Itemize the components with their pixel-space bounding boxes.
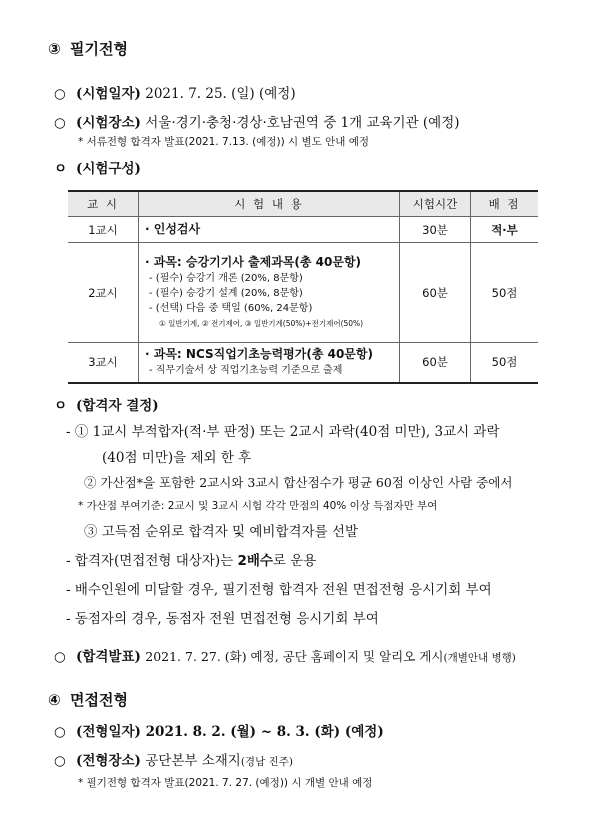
bullet-icon: ○ xyxy=(54,115,66,131)
decision-bullet-text: 로 운용 xyxy=(272,553,317,569)
exam-place-note: * 서류전형 합격자 발표(2021. 7.13. (예정)) 시 별도 안내 예정 xyxy=(78,136,370,148)
section-heading-written-exam xyxy=(48,38,128,59)
section-number: ③ xyxy=(48,40,61,58)
bullet-icon: ○ xyxy=(54,86,66,102)
section-title: 면접전형 xyxy=(70,691,128,709)
period-cell: 1교시 xyxy=(68,217,139,243)
announcement-line xyxy=(54,645,516,665)
content-cell: · 인성검사 xyxy=(139,217,400,243)
table-row xyxy=(68,343,538,383)
interview-place-label: (전형장소) xyxy=(76,753,141,769)
interview-date-line xyxy=(54,720,384,740)
bullet-icon: ㅇ xyxy=(54,161,68,177)
decision-bullet-3: - 동점자의 경우, 동점자 전원 면접전형 응시기회 부여 xyxy=(66,611,379,627)
multiplier-value: 2배수 xyxy=(237,553,273,569)
bullet-icon: ○ xyxy=(54,724,66,740)
interview-place-small: (경남 진주) xyxy=(240,756,293,768)
decision-criterion-3: ③ 고득점 순위로 합격자 및 예비합격자를 선발 xyxy=(84,524,358,540)
table-header-period: 교 시 xyxy=(68,191,139,217)
interview-place-value: 공단본부 소재지 xyxy=(145,753,241,769)
table-row xyxy=(68,217,538,243)
interview-date-value: 2021. 8. 2. (월) ~ 8. 3. (화) (예정) xyxy=(145,724,384,740)
content-cell xyxy=(139,343,400,383)
exam-place-label: (시험장소) xyxy=(76,115,141,131)
subject-item: - (필수) 승강기 개론 (20%, 8문항) xyxy=(149,273,303,284)
period-cell: 2교시 xyxy=(68,243,139,343)
pass-decision-heading xyxy=(54,394,159,414)
score-cell: 50점 xyxy=(471,343,539,383)
decision-criterion-1-cont: (40점 미만)을 제외 한 후 xyxy=(102,450,252,466)
section-heading-interview xyxy=(48,689,128,710)
period-cell: 3교시 xyxy=(68,343,139,383)
subject-item: - (선택) 다음 중 택일 (60%, 24문항) xyxy=(149,303,313,314)
decision-bullet-2: - 배수인원에 미달할 경우, 필기전형 합격자 전원 면접전형 응시기회 부여 xyxy=(66,582,492,598)
exam-place-line xyxy=(54,111,460,131)
score-cell: 50점 xyxy=(471,243,539,343)
section-number: ④ xyxy=(48,691,61,709)
elective-options: ① 일반기계, ② 전기제어, ③ 일반기계(50%)+전기제어(50%) xyxy=(159,319,364,328)
decision-criterion-1: - ① 1교시 부적합자(적·부 판정) 또는 2교시 과락(40점 미만), 3교시 과락 xyxy=(66,424,500,440)
subject-title: · 과목: NCS직업기초능력평가(총 40문항) xyxy=(145,347,373,362)
subject-item: - (필수) 승강기 설계 (20%, 8문항) xyxy=(149,288,303,299)
score-cell: 적·부 xyxy=(471,217,539,243)
exam-date-value: 2021. 7. 25. (일) (예정) xyxy=(145,86,296,102)
interview-date-label: (전형일자) xyxy=(76,724,141,740)
bullet-icon: ○ xyxy=(54,649,66,665)
exam-date-label: (시험일자) xyxy=(76,86,141,102)
time-cell: 60분 xyxy=(400,343,471,383)
table-header-time: 시험시간 xyxy=(400,191,471,217)
table-header-content: 시 험 내 용 xyxy=(139,191,400,217)
table-header-row xyxy=(68,191,538,217)
table-header-score: 배 점 xyxy=(471,191,539,217)
exam-composition-heading xyxy=(54,157,141,177)
interview-place-line xyxy=(54,749,293,769)
pass-decision-label: (합격자 결정) xyxy=(76,398,159,414)
bullet-icon: ㅇ xyxy=(54,398,68,414)
content-cell xyxy=(139,243,400,343)
time-cell: 30분 xyxy=(400,217,471,243)
time-cell: 60분 xyxy=(400,243,471,343)
announcement-small: (개별안내 병행) xyxy=(443,652,516,664)
table-row xyxy=(68,243,538,343)
subject-title: · 과목: 승강기기사 출제과목(총 40문항) xyxy=(145,255,362,269)
exam-composition-table xyxy=(68,190,538,384)
exam-composition-label: (시험구성) xyxy=(76,161,141,177)
announcement-value: 2021. 7. 27. (화) 예정, 공단 홈페이지 및 알리오 게시 xyxy=(145,649,444,664)
bullet-icon: ○ xyxy=(54,753,66,769)
section-title: 필기전형 xyxy=(70,40,128,58)
decision-bullet-text: - 합격자(면접전형 대상자)는 xyxy=(66,553,234,569)
decision-criterion-2: ② 가산점*을 포함한 2교시와 3교시 합산점수가 평균 60점 이상인 사람 중에서 xyxy=(84,475,513,490)
exam-date-line xyxy=(54,82,296,102)
exam-place-value: 서울·경기·충청·경상·호남권역 중 1개 교육기관 (예정) xyxy=(145,115,460,131)
subject-item: - 직무기술서 상 직업기초능력 기준으로 출제 xyxy=(149,365,343,377)
bonus-note: * 가산점 부여기준: 2교시 및 3교시 시험 각각 만점의 40% 이상 득점자만 부여 xyxy=(78,500,438,512)
interview-place-note: * 필기전형 합격자 발표(2021. 7. 27. (예정)) 시 개별 안내 예정 xyxy=(78,777,373,789)
announcement-label: (합격발표) xyxy=(76,649,141,665)
decision-bullet-1 xyxy=(66,549,316,569)
